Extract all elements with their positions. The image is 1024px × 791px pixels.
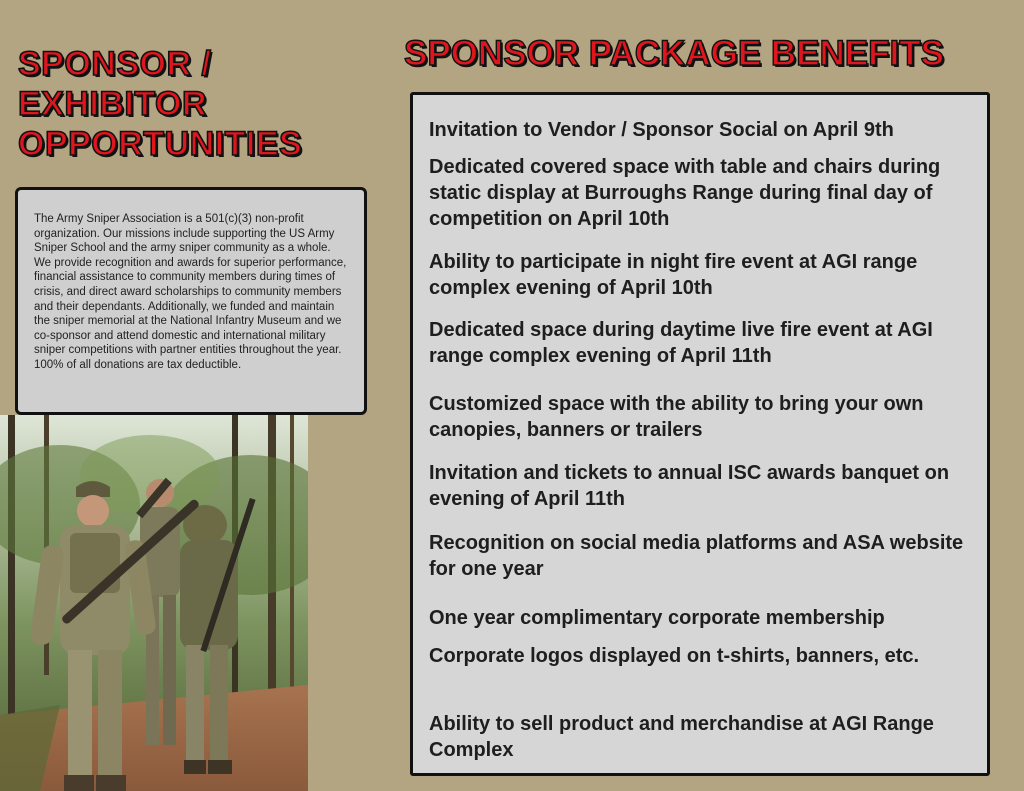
benefit-item: Invitation to Vendor / Sponsor Social on April 9th — [429, 119, 894, 141]
benefits-title: SPONSOR PACKAGE BENEFITS — [404, 34, 944, 73]
left-title-line: SPONSOR / — [18, 45, 212, 83]
benefit-item: Dedicated covered space with table and chairs during static display at Burroughs Range during final day of competition on April 10th — [429, 156, 941, 230]
benefit-item: Customized space with the ability to bring your own canopies, banners or trailers — [429, 393, 924, 441]
left-title-line: EXHIBITOR — [18, 85, 208, 123]
left-title-line: OPPORTUNITIES — [18, 125, 303, 163]
about-box — [15, 187, 367, 415]
benefit-item: Ability to sell product and merchandise at AGI Range Complex — [429, 713, 934, 761]
soldiers-photo — [0, 415, 308, 791]
benefit-item: One year complimentary corporate membership — [429, 607, 885, 629]
soldiers-photo-illustration — [0, 415, 308, 791]
benefit-item: Recognition on social media platforms and ASA website for one year — [429, 532, 964, 580]
benefit-item: Corporate logos displayed on t-shirts, banners, etc. — [429, 645, 920, 667]
benefit-item: Invitation and tickets to annual ISC awards banquet on evening of April 11th — [429, 462, 950, 510]
benefit-item: Dedicated space during daytime live fire event at AGI range complex evening of April 11th — [429, 319, 933, 367]
left-title — [18, 44, 348, 164]
benefits-box — [410, 92, 990, 776]
benefit-item: Ability to participate in night fire event at AGI range complex evening of April 10th — [429, 251, 918, 299]
about-text: The Army Sniper Association is a 501(c)(3) non-profit organization. Our missions include supporting the US Army Sniper School and the army sniper community as a whole. We provide recognition and awards for superior performance, financial assistance to community members during times of crisis, and direct award scholarships to community members and their dependants. Additionally, we funded and maintain the sniper memorial at the National Infantry Museum and we co-sponsor and attend domestic and international military sniper competitions with partner entities throughout the year. 100% of all donations are tax deductible. — [34, 213, 347, 371]
